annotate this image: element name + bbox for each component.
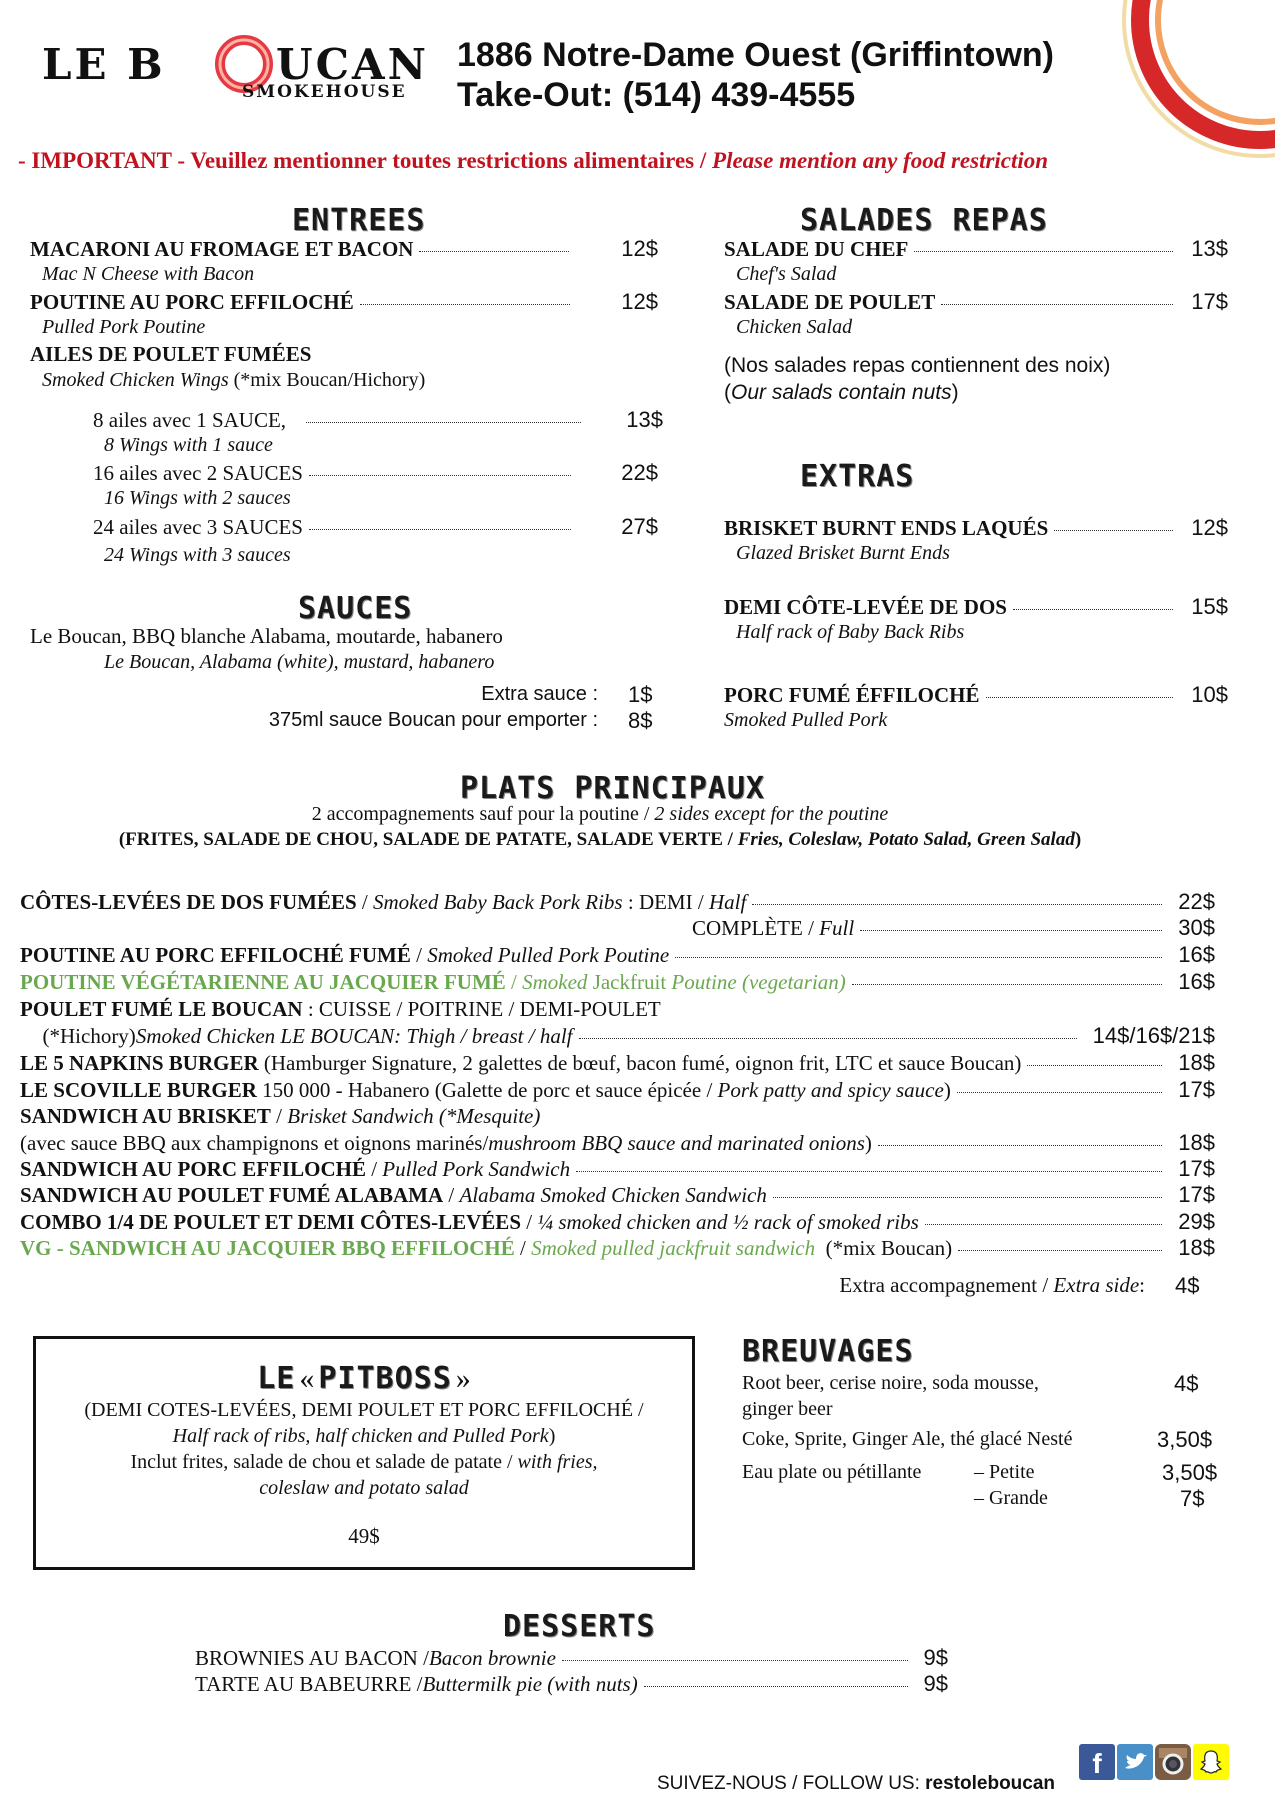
salades-note-en (724, 381, 959, 405)
plat-text-i: Smoked pulled jackfruit sandwich (531, 1236, 816, 1260)
plat-text-r: / (443, 1183, 460, 1207)
title-b: « (299, 1362, 315, 1395)
extra-porc (724, 682, 1228, 708)
plat-text-r: / (410, 943, 428, 967)
pitboss-l3 (36, 1451, 692, 1474)
important-notice (18, 148, 1048, 174)
plat-text-b: SANDWICH AU PORC EFFILOCHÉ (20, 1157, 366, 1181)
follow-handle[interactable]: restoleboucan (925, 1773, 1056, 1794)
breuvage-p2: 3,50$ (1157, 1427, 1213, 1452)
bottle-sauce-price: 8$ (628, 708, 653, 733)
plat-text-r: / (356, 890, 374, 914)
extra-porc-en: Smoked Pulled Pork (724, 709, 888, 731)
plat-text-b: CÔTES-LEVÉES DE DOS FUMÉES (20, 890, 357, 914)
plat-text-i: ¼ smoked chicken and ½ rack of smoked ribs (537, 1210, 919, 1234)
wings-note: (*mix Boucan/Hichory) (233, 369, 426, 391)
plat-text-i: Pulled Pork Sandwich (382, 1157, 571, 1181)
plats-heading: PLATS PRINCIPAUX (460, 771, 765, 806)
plat-text-b: COMBO 1/4 DE POULET ET DEMI CÔTES-LEVÉES (20, 1210, 521, 1234)
breuvage-r3a: – Petite (974, 1461, 1035, 1483)
dessert-fr: TARTE AU BABEURRE / (195, 1672, 423, 1696)
item-name: SALADE DU CHEF (724, 237, 909, 261)
entree-mac (30, 236, 658, 262)
salade-poulet-en: Chicken Salad (736, 316, 853, 338)
wings-24-en: 24 Wings with 3 sauces (104, 544, 291, 566)
l3-en: with fries, (517, 1451, 598, 1473)
dot-leader (1027, 1065, 1162, 1066)
dot-leader (675, 957, 1162, 958)
plat-price: 17$ (1178, 1182, 1215, 1207)
plat-item (20, 1130, 1215, 1156)
plat-text-r: / (270, 1104, 288, 1128)
dessert-tarte (195, 1671, 948, 1697)
logo (40, 40, 430, 110)
note-en: Our salads contain nuts (731, 381, 952, 404)
plat-text-r2: Jackfruit (587, 970, 672, 994)
plat-price: 14$/16$/21$ (1092, 1023, 1215, 1048)
plat-text-b: POULET FUMÉ LE BOUCAN (20, 997, 303, 1021)
plat-text-b: SANDWICH AU BRISKET (20, 1104, 271, 1128)
plat-text-i2: Half (708, 890, 747, 914)
social-icons (1079, 1744, 1229, 1780)
breuvage-p4: 7$ (1180, 1486, 1205, 1511)
plat-price: 16$ (1178, 969, 1215, 994)
paren: ) (951, 381, 959, 404)
plat-price: 18$ (1178, 1235, 1215, 1260)
entree-poutine-en: Pulled Pork Poutine (42, 316, 206, 338)
breuvage-r3: Eau plate ou pétillante (742, 1461, 922, 1483)
plat-text-b: SANDWICH AU POULET FUMÉ ALABAMA (20, 1183, 444, 1207)
plat-item (20, 1235, 1215, 1261)
dot-leader (958, 1250, 1162, 1251)
extra-sauce-price: 1$ (628, 682, 653, 707)
dot-leader (576, 1171, 1162, 1172)
plat-item (20, 1077, 1215, 1103)
item-name: SALADE DE POULET (724, 290, 936, 314)
plat-price: 16$ (1178, 942, 1215, 967)
dot-leader (878, 1145, 1162, 1146)
salade-chef-en: Chef's Salad (736, 263, 837, 285)
wings-24 (93, 514, 658, 540)
salades-heading: SALADES REPAS (800, 203, 1048, 238)
item-price: 9$ (923, 1645, 948, 1670)
plat-text-b: POUTINE AU PORC EFFILOCHÉ FUMÉ (20, 943, 411, 967)
l3: Inclut frites, salade de chou et salade de patate / (130, 1451, 518, 1473)
dessert-en: Bacon brownie (428, 1646, 556, 1670)
dot-leader (752, 904, 1162, 905)
plat-price: 30$ (1178, 915, 1215, 940)
plat-text-r: COMPLÈTE / (692, 916, 820, 940)
sauces-fr: Le Boucan, BBQ blanche Alabama, moutarde, habanero (30, 624, 503, 648)
instagram-icon[interactable] (1155, 1744, 1191, 1780)
plat-text-r: 150 000 - Habanero (Galette de porc et sauce épicée / (256, 1078, 718, 1102)
sauces-en: Le Boucan, Alabama (white), mustard, habanero (104, 651, 495, 673)
wings-8 (93, 407, 663, 433)
entrees-heading: ENTREES (292, 203, 426, 238)
dot-leader (773, 1197, 1162, 1198)
plats-sides-list (0, 829, 1200, 851)
plat-item (20, 1182, 1215, 1208)
plat-text-r2: ) (864, 1131, 872, 1155)
plat-text-i: Brisket Sandwich (*Mesquite) (287, 1104, 541, 1128)
plat-text-b: LE SCOVILLE BURGER (20, 1078, 257, 1102)
logo-text-right: UCAN (276, 40, 430, 89)
plat-item (20, 889, 1215, 915)
plat-item (20, 997, 1215, 1022)
neon-ring-decoration (1110, 0, 1275, 170)
item-price: 27$ (621, 514, 658, 539)
sides-list-fr: (FRITES, SALADE DE CHOU, SALADE DE PATATE, SALADE VERTE / (118, 829, 738, 850)
pitboss-l2 (36, 1425, 692, 1448)
plat-text-r: : CUISSE / POITRINE / DEMI-POULET (302, 997, 661, 1021)
important-en: Please mention any food restriction (712, 148, 1049, 173)
pitboss-l4: coleslaw and potato salad (259, 1477, 469, 1499)
item-name: POUTINE AU PORC EFFILOCHÉ (30, 290, 354, 314)
item-price: 9$ (923, 1671, 948, 1696)
dot-leader (925, 1224, 1163, 1225)
pitboss-price: 49$ (348, 1524, 380, 1548)
follow-label: SUIVEZ-NOUS / FOLLOW US: (657, 1773, 926, 1794)
item-price: 17$ (1191, 289, 1228, 314)
plat-item (20, 1050, 1215, 1076)
plat-text-r: (Hamburger Signature, 2 galettes de bœuf, bacon fumé, oignon frit, LTC et sauce Boucan) (258, 1051, 1022, 1075)
plat-item (20, 942, 1215, 968)
plat-text-i: Full (819, 916, 855, 940)
salade-poulet (724, 289, 1228, 315)
extra-brisket (724, 515, 1228, 541)
entree-wings-en (42, 369, 425, 392)
breuvage-r3b: – Grande (974, 1487, 1048, 1509)
extra-sauce-label: Extra sauce : (481, 683, 598, 705)
salades-note-fr: (Nos salades repas contiennent des noix) (724, 354, 1111, 377)
plat-text-r2: (*mix Boucan) (815, 1236, 953, 1260)
extra-brisket-en: Glazed Brisket Burnt Ends (736, 542, 950, 564)
wings-8-en: 8 Wings with 1 sauce (104, 434, 273, 456)
breuvage-p3: 3,50$ (1162, 1460, 1218, 1485)
dot-leader (852, 984, 1163, 985)
plat-text-i: Smoked Baby Back Pork Ribs (373, 890, 623, 914)
pitboss-title (36, 1361, 692, 1396)
dot-leader (579, 1038, 1077, 1039)
plat-text-r: / (521, 1210, 538, 1234)
entree-mac-en: Mac N Cheese with Bacon (42, 263, 255, 285)
title-c: PITBOSS (318, 1361, 452, 1396)
plat-text-b: VG - SANDWICH AU JACQUIER BBQ EFFILOCHÉ (20, 1236, 515, 1260)
item-price: 22$ (621, 460, 658, 485)
title-d: » (455, 1362, 471, 1395)
colon: : (1139, 1273, 1145, 1297)
l2: Half rack of ribs, half chicken and Pulled Pork (172, 1425, 549, 1447)
item-name: DEMI CÔTE-LEVÉE DE DOS (724, 595, 1007, 619)
plat-price: 17$ (1178, 1156, 1215, 1181)
item-price: 12$ (1191, 515, 1228, 540)
plat-text-r: (avec sauce BBQ aux champignons et oignons marinés/ (20, 1131, 489, 1155)
item-name: PORC FUMÉ ÉFFILOCHÉ (724, 683, 980, 707)
item-price: 13$ (626, 407, 663, 432)
pitboss-box (33, 1336, 695, 1570)
plat-item (32, 1023, 1215, 1049)
extra-ribs (724, 594, 1228, 620)
plat-item (20, 969, 1215, 995)
logo-subtitle: SMOKEHOUSE (242, 82, 407, 102)
plat-text-i2: Poutine (vegetarian) (671, 970, 846, 994)
plat-price: 18$ (1178, 1130, 1215, 1155)
title-a: LE (257, 1361, 296, 1396)
desserts-heading: DESSERTS (503, 1609, 656, 1644)
sides-en: 2 sides except for the poutine (654, 803, 889, 825)
plat-text-r: / (514, 1236, 532, 1260)
plat-item (20, 1156, 1215, 1182)
plat-price: 18$ (1178, 1050, 1215, 1075)
item-name: 8 ailes avec 1 SAUCE, (93, 408, 287, 432)
dot-leader (957, 1092, 1162, 1093)
plat-text-r: / (505, 970, 523, 994)
logo-text-left: LE B (42, 40, 166, 89)
entree-wings: AILES DE POULET FUMÉES (30, 342, 312, 366)
extra-side (839, 1273, 1145, 1298)
facebook-icon[interactable]: f (1079, 1744, 1115, 1780)
paren: ) (548, 1425, 556, 1447)
breuvage-r1b: ginger beer (742, 1398, 833, 1420)
dessert-brownie (195, 1645, 948, 1671)
plat-text-i: Alabama Smoked Chicken Sandwich (459, 1183, 767, 1207)
breuvage-r1a: Root beer, cerise noire, soda mousse, (742, 1372, 1039, 1394)
breuvage-r2: Coke, Sprite, Ginger Ale, thé glacé Nesté (742, 1428, 1073, 1450)
salade-chef (724, 236, 1228, 262)
plat-price: 22$ (1178, 889, 1215, 914)
plat-text-r2: ) (943, 1078, 951, 1102)
plat-text-i: Smoked Chicken LE BOUCAN: Thigh / breast / half (135, 1024, 573, 1048)
entree-poutine (30, 289, 658, 315)
address: 1886 Notre-Dame Ouest (Griffintown) (457, 36, 1054, 74)
extras-heading: EXTRAS (800, 459, 915, 494)
pitboss-l1: (DEMI COTES-LEVÉES, DEMI POULET ET PORC EFFILOCHÉ / (84, 1399, 644, 1421)
sides-list-en: Fries, Coleslaw, Potato Salad, Green Salad (737, 829, 1075, 850)
plat-text-r: (*Hichory) (32, 1024, 136, 1048)
snapchat-icon[interactable] (1193, 1744, 1229, 1780)
wings-16-en: 16 Wings with 2 sauces (104, 487, 291, 509)
sides-fr: 2 accompagnements sauf pour la poutine / (311, 803, 655, 825)
extra-side-fr: Extra accompagnement / (839, 1273, 1054, 1297)
item-price: 12$ (621, 289, 658, 314)
important-fr: - IMPORTANT - Veuillez mentionner toutes restrictions alimentaires / (18, 148, 713, 173)
plat-item (20, 1209, 1215, 1235)
plat-text-i: Smoked Pulled Pork Poutine (427, 943, 670, 967)
bottle-sauce-label: 375ml sauce Boucan pour emporter : (268, 709, 598, 731)
sauces-heading: SAUCES (298, 591, 413, 626)
plats-sides (0, 803, 1200, 826)
extra-side-price: 4$ (1175, 1273, 1200, 1298)
breuvages-heading: BREUVAGES (742, 1334, 914, 1369)
item-price: 13$ (1191, 236, 1228, 261)
plat-item (692, 915, 1215, 941)
plat-text-i: Smoked (522, 970, 588, 994)
plat-text-r2: : DEMI / (622, 890, 709, 914)
twitter-icon[interactable] (1117, 1744, 1153, 1780)
plat-price: 17$ (1178, 1077, 1215, 1102)
item-name: 16 ailes avec 2 SAUCES (93, 461, 303, 485)
plat-text-b: LE 5 NAPKINS BURGER (20, 1051, 259, 1075)
dessert-en: Buttermilk pie (with nuts) (422, 1672, 638, 1696)
extra-side-en: Extra side (1053, 1273, 1140, 1297)
plat-text-r: / (365, 1157, 383, 1181)
wings-en: Smoked Chicken Wings (42, 369, 229, 391)
footer-follow (657, 1773, 1055, 1795)
plat-text-i: mushroom BBQ sauce and marinated onions (488, 1131, 865, 1155)
plat-price: 29$ (1178, 1209, 1215, 1234)
item-price: 12$ (621, 236, 658, 261)
breuvage-p1: 4$ (1174, 1371, 1199, 1396)
plat-text-i: Pork patty and spicy sauce (717, 1078, 944, 1102)
dessert-fr: BROWNIES AU BACON / (195, 1646, 429, 1670)
item-name: MACARONI AU FROMAGE ET BACON (30, 237, 414, 261)
paren: ( (724, 381, 731, 404)
item-price: 15$ (1191, 594, 1228, 619)
item-name: 24 ailes avec 3 SAUCES (93, 515, 303, 539)
item-price: 10$ (1191, 682, 1228, 707)
plat-text-b: POUTINE VÉGÉTARIENNE AU JACQUIER FUMÉ (20, 970, 506, 994)
plat-item (20, 1104, 1215, 1129)
extra-ribs-en: Half rack of Baby Back Ribs (736, 621, 965, 643)
item-name: BRISKET BURNT ENDS LAQUÉS (724, 516, 1049, 540)
paren: ) (1074, 829, 1082, 850)
wings-16 (93, 460, 658, 486)
phone: Take-Out: (514) 439-4555 (457, 76, 856, 114)
dot-leader (860, 930, 1162, 931)
